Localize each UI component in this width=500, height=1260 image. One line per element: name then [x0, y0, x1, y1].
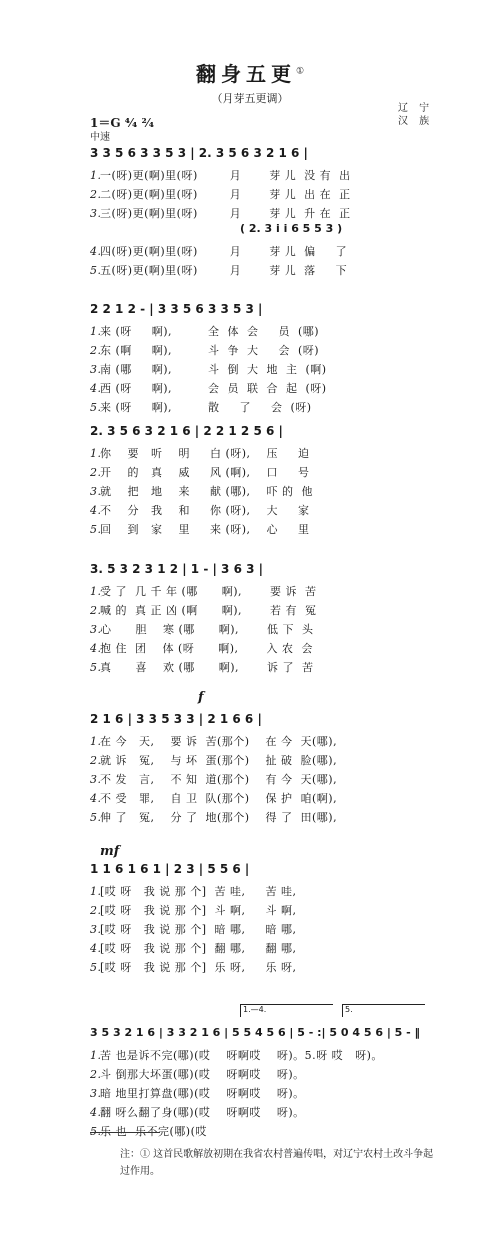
lyric-line: 5.回 到 家 里 来 (呀), 心 里 [90, 523, 310, 536]
notation-line: 2 2 1 2 - | 3 3 5 6 3 3 5 3 | [90, 302, 263, 316]
notation-line: 2 1 6 | 3 3 5 3 3 | 2 1 6 6 | [90, 712, 262, 726]
lyric-line: 4.西 (呀 啊), 会 员 联 合 起 (呀) [90, 382, 327, 395]
volta-bracket-first: 1.—4. [240, 1004, 333, 1017]
lyrics-block [90, 322, 430, 417]
notation-line: 3 5 3 2 1 6 | 3 3 2 1 6 | 5 5 4 5 6 | 5 - :| 5 0 4 5 6 | 5 - ‖ [90, 1026, 421, 1039]
lyrics-block [90, 166, 430, 223]
lyrics-block [90, 1046, 430, 1141]
lyric-line: 4.翻 呀么翻了身(哪)(哎 呀啊哎 呀)。 [90, 1106, 305, 1119]
notation-line: 2. 3 5 6 3 2 1 6 | 2 2 1 2 5 6 | [90, 424, 283, 438]
lyric-line: 2.斗 倒那大坏蛋(哪)(哎 呀啊哎 呀)。 [90, 1068, 305, 1081]
subtitle: （月芽五更调） [211, 92, 289, 105]
lyric-line: 1.来 (呀 啊), 全 体 会 员 (哪) [90, 325, 320, 338]
footnote-mark: ① [295, 66, 305, 77]
lyric-line: 5.来 (呀 啊), 散 了 会 (呀) [90, 401, 312, 414]
lyric-line: 2.就 诉 冤, 与 坏 蛋(那个) 扯 破 脸(哪), [90, 754, 338, 767]
lyric-line: 1.在 今 天, 要 诉 苦(那个) 在 今 天(哪), [90, 735, 338, 748]
lyric-line: 3.心 胆 寒 (哪 啊), 低 下 头 [90, 623, 314, 636]
tempo-marking: 中速 [90, 132, 110, 143]
lyric-line: 3.不 发 言, 不 知 道(那个) 有 今 天(哪), [90, 773, 338, 786]
lyrics-block [90, 882, 430, 977]
lyric-line: 4.四(呀)更(啊)里(呀) 月 芽 儿 偏 了 [90, 245, 348, 258]
key-signature: 1＝G ⁴⁄₄ ²⁄₄ [90, 116, 154, 130]
lyric-line: 3.就 把 地 来 献 (哪), 吓 的 他 [90, 485, 313, 498]
lyric-line: 1.[哎 呀 我 说 那 个] 苦 哇, 苦 哇, [90, 885, 297, 898]
region-label: 辽 宁 汉 族 [398, 103, 434, 127]
lyric-line: 3.南 (哪 啊), 斗 倒 大 地 主 (啊) [90, 363, 327, 376]
lyric-line: 5.真 喜 欢 (哪 啊), 诉 了 苦 [90, 661, 314, 674]
lyric-line: 2.东 (啊 啊), 斗 争 大 会 (呀) [90, 344, 320, 357]
lyric-line: 2.[哎 呀 我 说 那 个] 斗 啊, 斗 啊, [90, 904, 297, 917]
lyrics-block [90, 444, 430, 539]
lyric-line: 5.五(呀)更(啊)里(呀) 月 芽 儿 落 下 [90, 264, 348, 277]
lyric-line: 2.开 的 真 威 风 (啊), 口 号 [90, 466, 310, 479]
lyric-line: 1.一(呀)更(啊)里(呀) 月 芽 儿 没 有 出 [90, 169, 351, 182]
lyric-line: 5.[哎 呀 我 说 那 个] 乐 呀, 乐 呀, [90, 961, 297, 974]
footnote-divider [90, 1132, 160, 1133]
lyric-line: 4.[哎 呀 我 说 那 个] 翻 哪, 翻 哪, [90, 942, 297, 955]
footnote: 注：① 这首民歌解放初期在我省农村普遍传唱，对辽宁农村土改斗争起过作用。 [120, 1149, 434, 1177]
lyric-line: 3.[哎 呀 我 说 那 个] 暗 哪, 暗 哪, [90, 923, 297, 936]
dynamic-marking: mf [100, 844, 120, 859]
notation-line: 3. 5 3 2 3 1 2 | 1 - | 3 6 3 | [90, 562, 264, 576]
lyric-line: 1.苦 也是诉不完(哪)(哎 呀啊哎 呀)。5.呀 哎 呀)。 [90, 1049, 383, 1062]
lyric-line: 5.伸 了 冤, 分 了 地(那个) 得 了 田(哪), [90, 811, 338, 824]
lyric-line: 4.不 受 罪, 自 卫 队(那个) 保 护 咱(啊), [90, 792, 338, 805]
lyric-line: 3.三(呀)更(啊)里(呀) 月 芽 儿 升 在 正 [90, 207, 351, 220]
lyric-line: 3.暗 地里打算盘(哪)(哎 呀啊哎 呀)。 [90, 1087, 305, 1100]
lyric-line: 5.乐 也 乐不完(哪)(哎 [90, 1125, 207, 1138]
lyrics-block [90, 582, 430, 677]
lyric-line: 2.二(呀)更(啊)里(呀) 月 芽 儿 出 在 正 [90, 188, 351, 201]
lyrics-block [90, 732, 430, 827]
lyric-line: 4.不 分 我 和 你 (呀), 大 家 [90, 504, 310, 517]
lyric-line: 4.抱 住 团 体 (呀 啊), 入 农 会 [90, 642, 313, 655]
notation-line: 3 3 5 6 3 3 5 3 | 2. 3 5 6 3 2 1 6 | [90, 146, 308, 160]
notation-line: 1 1 6 1 6 1 | 2 3 | 5 5 6 | [90, 862, 250, 876]
lyric-line: 1.受 了 几 千 年 (哪 啊), 要 诉 苦 [90, 585, 317, 598]
dynamic-marking: f [198, 690, 204, 705]
page-title: 翻身五更① [195, 62, 305, 86]
lyric-line: 2.喊 的 真 正 凶 (啊 啊), 若 有 冤 [90, 604, 317, 617]
lyrics-block [90, 242, 430, 280]
lyric-line: 1.你 要 听 明 白 (呀), 压 迫 [90, 447, 310, 460]
volta-bracket-second: 5. [342, 1004, 425, 1017]
alternate-notation: ( 2. 3 i i 6 5 5 3 ) [240, 222, 343, 235]
